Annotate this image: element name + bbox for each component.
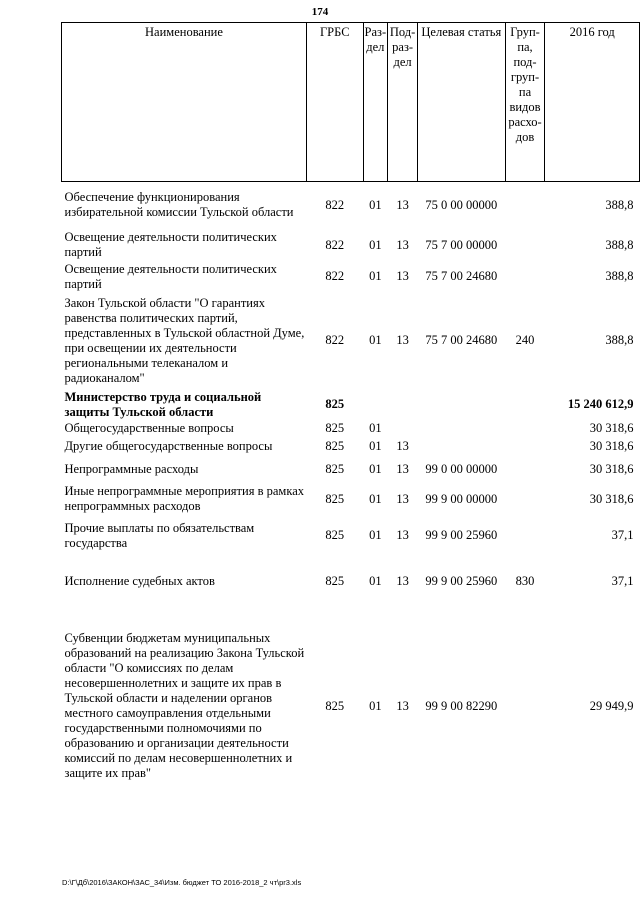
footer-file-path: D:\Г\Дб\2016\ЗАКОН\ЗАС_34\Изм. бюджет ТО 2016-2018_2 чт\pr3.xls <box>62 878 302 887</box>
cell-name: Иные непрограммные мероприятия в рамках непрограммных расходов <box>64 484 305 513</box>
cell-name: Обеспечение функционирования избирательной комиссии Тульской области <box>64 190 294 220</box>
cell-grbs: 825 <box>325 397 345 411</box>
cell-subsection: 13 <box>396 462 409 476</box>
cell-target <box>418 437 506 457</box>
cell-section: 01 <box>369 439 382 453</box>
cell-amount: 15 240 612,9 <box>567 397 634 411</box>
cell-grbs: 822 <box>325 333 345 347</box>
cell-group <box>505 483 545 516</box>
cell-subsection: 13 <box>396 698 409 713</box>
cell-target <box>418 420 506 437</box>
cell-name: Освещение деятельности политических партий <box>64 261 277 291</box>
cell-target: 99 9 00 25960 <box>425 574 498 588</box>
table-row <box>62 229 640 262</box>
cell-target: 75 7 00 00000 <box>425 237 498 252</box>
budget-table <box>61 22 640 805</box>
cell-group <box>505 262 545 292</box>
cell-target: 99 9 00 25960 <box>425 528 498 542</box>
cell-name: Исполнение судебных актов <box>64 574 215 588</box>
cell-grbs: 822 <box>325 237 345 252</box>
cell-section: 01 <box>369 197 382 212</box>
cell-subsection: 13 <box>396 528 409 542</box>
table-row <box>62 483 640 516</box>
cell-subsection: 13 <box>396 439 409 453</box>
cell-name: Субвенции бюджетам муниципальных образований на реализацию Закона Тульской области "О комиссиях по делам несовершеннолетних и защите их прав в Тульской области и наделении органов местного самоуправления отдельными государственными полномочиями по образованию и организации деятельности комиссий по делам несовершеннолетних и защите их прав" <box>64 631 305 780</box>
cell-section: 01 <box>369 237 382 252</box>
header-group: Груп- па, под- груп- па видов расхо- дов <box>505 23 545 182</box>
table-row <box>62 556 640 608</box>
cell-grbs: 822 <box>325 197 345 212</box>
cell-grbs: 825 <box>325 528 345 542</box>
cell-name: Освещение деятельности политических партий <box>64 230 277 259</box>
table-row <box>62 457 640 483</box>
cell-amount: 388,8 <box>605 333 634 347</box>
cell-subsection: 13 <box>396 333 409 347</box>
cell-group <box>505 457 545 483</box>
cell-subsection: 13 <box>396 237 409 252</box>
cell-section: 01 <box>369 420 382 435</box>
table-row <box>62 516 640 556</box>
cell-name: Закон Тульской области "О гарантиях равенства политических партий, представленных в Тульской областной Думе, при освещении их деятельности региональными телеканалом и радиоканалом" <box>64 295 305 385</box>
cell-target <box>418 390 506 420</box>
cell-amount: 30 318,6 <box>589 491 634 506</box>
cell-section: 01 <box>369 491 382 506</box>
table-row <box>62 420 640 437</box>
cell-grbs: 825 <box>325 439 345 453</box>
cell-subsection: 13 <box>396 197 409 212</box>
cell-target: 75 0 00 00000 <box>425 197 498 212</box>
cell-group <box>505 516 545 556</box>
cell-group <box>505 608 545 805</box>
header-section: Раз- дел <box>363 23 388 182</box>
cell-target: 99 9 00 00000 <box>425 491 498 506</box>
table-row <box>62 390 640 420</box>
cell-group <box>505 229 545 262</box>
cell-grbs: 825 <box>325 491 345 506</box>
cell-name: Прочие выплаты по обязательствам государства <box>64 520 255 550</box>
cell-section: 01 <box>369 269 382 283</box>
table-row <box>62 262 640 292</box>
cell-section: 01 <box>369 528 382 542</box>
cell-target: 75 7 00 24680 <box>425 333 498 347</box>
cell-amount: 388,8 <box>605 197 634 212</box>
cell-amount: 37,1 <box>611 574 634 588</box>
cell-section <box>363 390 388 420</box>
cell-group: 240 <box>515 333 535 347</box>
cell-group: 830 <box>515 574 535 588</box>
cell-subsection <box>388 390 418 420</box>
cell-amount: 388,8 <box>605 269 634 283</box>
header-year: 2016 год <box>545 23 640 182</box>
page-number: 174 <box>311 6 329 18</box>
header-row <box>62 23 640 182</box>
cell-amount: 30 318,6 <box>589 462 634 476</box>
cell-subsection: 13 <box>396 491 409 506</box>
cell-subsection <box>388 420 418 437</box>
cell-group <box>505 390 545 420</box>
cell-target: 99 0 00 00000 <box>425 462 498 476</box>
cell-group <box>505 437 545 457</box>
cell-amount: 30 318,6 <box>589 420 634 435</box>
cell-section: 01 <box>369 462 382 476</box>
cell-amount: 388,8 <box>605 237 634 252</box>
cell-group <box>505 182 545 229</box>
table-row <box>62 292 640 390</box>
cell-subsection: 13 <box>396 574 409 588</box>
cell-target: 99 9 00 82290 <box>425 698 498 713</box>
cell-grbs: 825 <box>325 574 345 588</box>
header-grbs: ГРБС <box>306 23 363 182</box>
cell-grbs: 825 <box>325 462 345 476</box>
cell-amount: 37,1 <box>611 528 634 542</box>
cell-name: Общегосударственные вопросы <box>64 420 234 435</box>
table-row <box>62 608 640 805</box>
cell-subsection: 13 <box>396 269 409 283</box>
cell-grbs: 822 <box>325 269 345 283</box>
cell-amount: 30 318,6 <box>589 439 634 453</box>
cell-target: 75 7 00 24680 <box>425 269 498 283</box>
cell-amount: 29 949,9 <box>589 698 634 713</box>
cell-name: Непрограммные расходы <box>64 462 199 476</box>
cell-section: 01 <box>369 333 382 347</box>
header-target: Целевая статья <box>418 23 506 182</box>
cell-grbs: 825 <box>325 420 345 435</box>
cell-grbs: 825 <box>325 698 345 713</box>
cell-section: 01 <box>369 698 382 713</box>
cell-section: 01 <box>369 574 382 588</box>
cell-name: Министерство труда и социальной защиты Тульской области <box>64 389 262 419</box>
table-row <box>62 437 640 457</box>
cell-group <box>505 420 545 437</box>
cell-name: Другие общегосударственные вопросы <box>64 439 273 453</box>
header-subsection: Под- раз- дел <box>388 23 418 182</box>
table-row <box>62 182 640 229</box>
header-name: Наименование <box>62 23 307 182</box>
